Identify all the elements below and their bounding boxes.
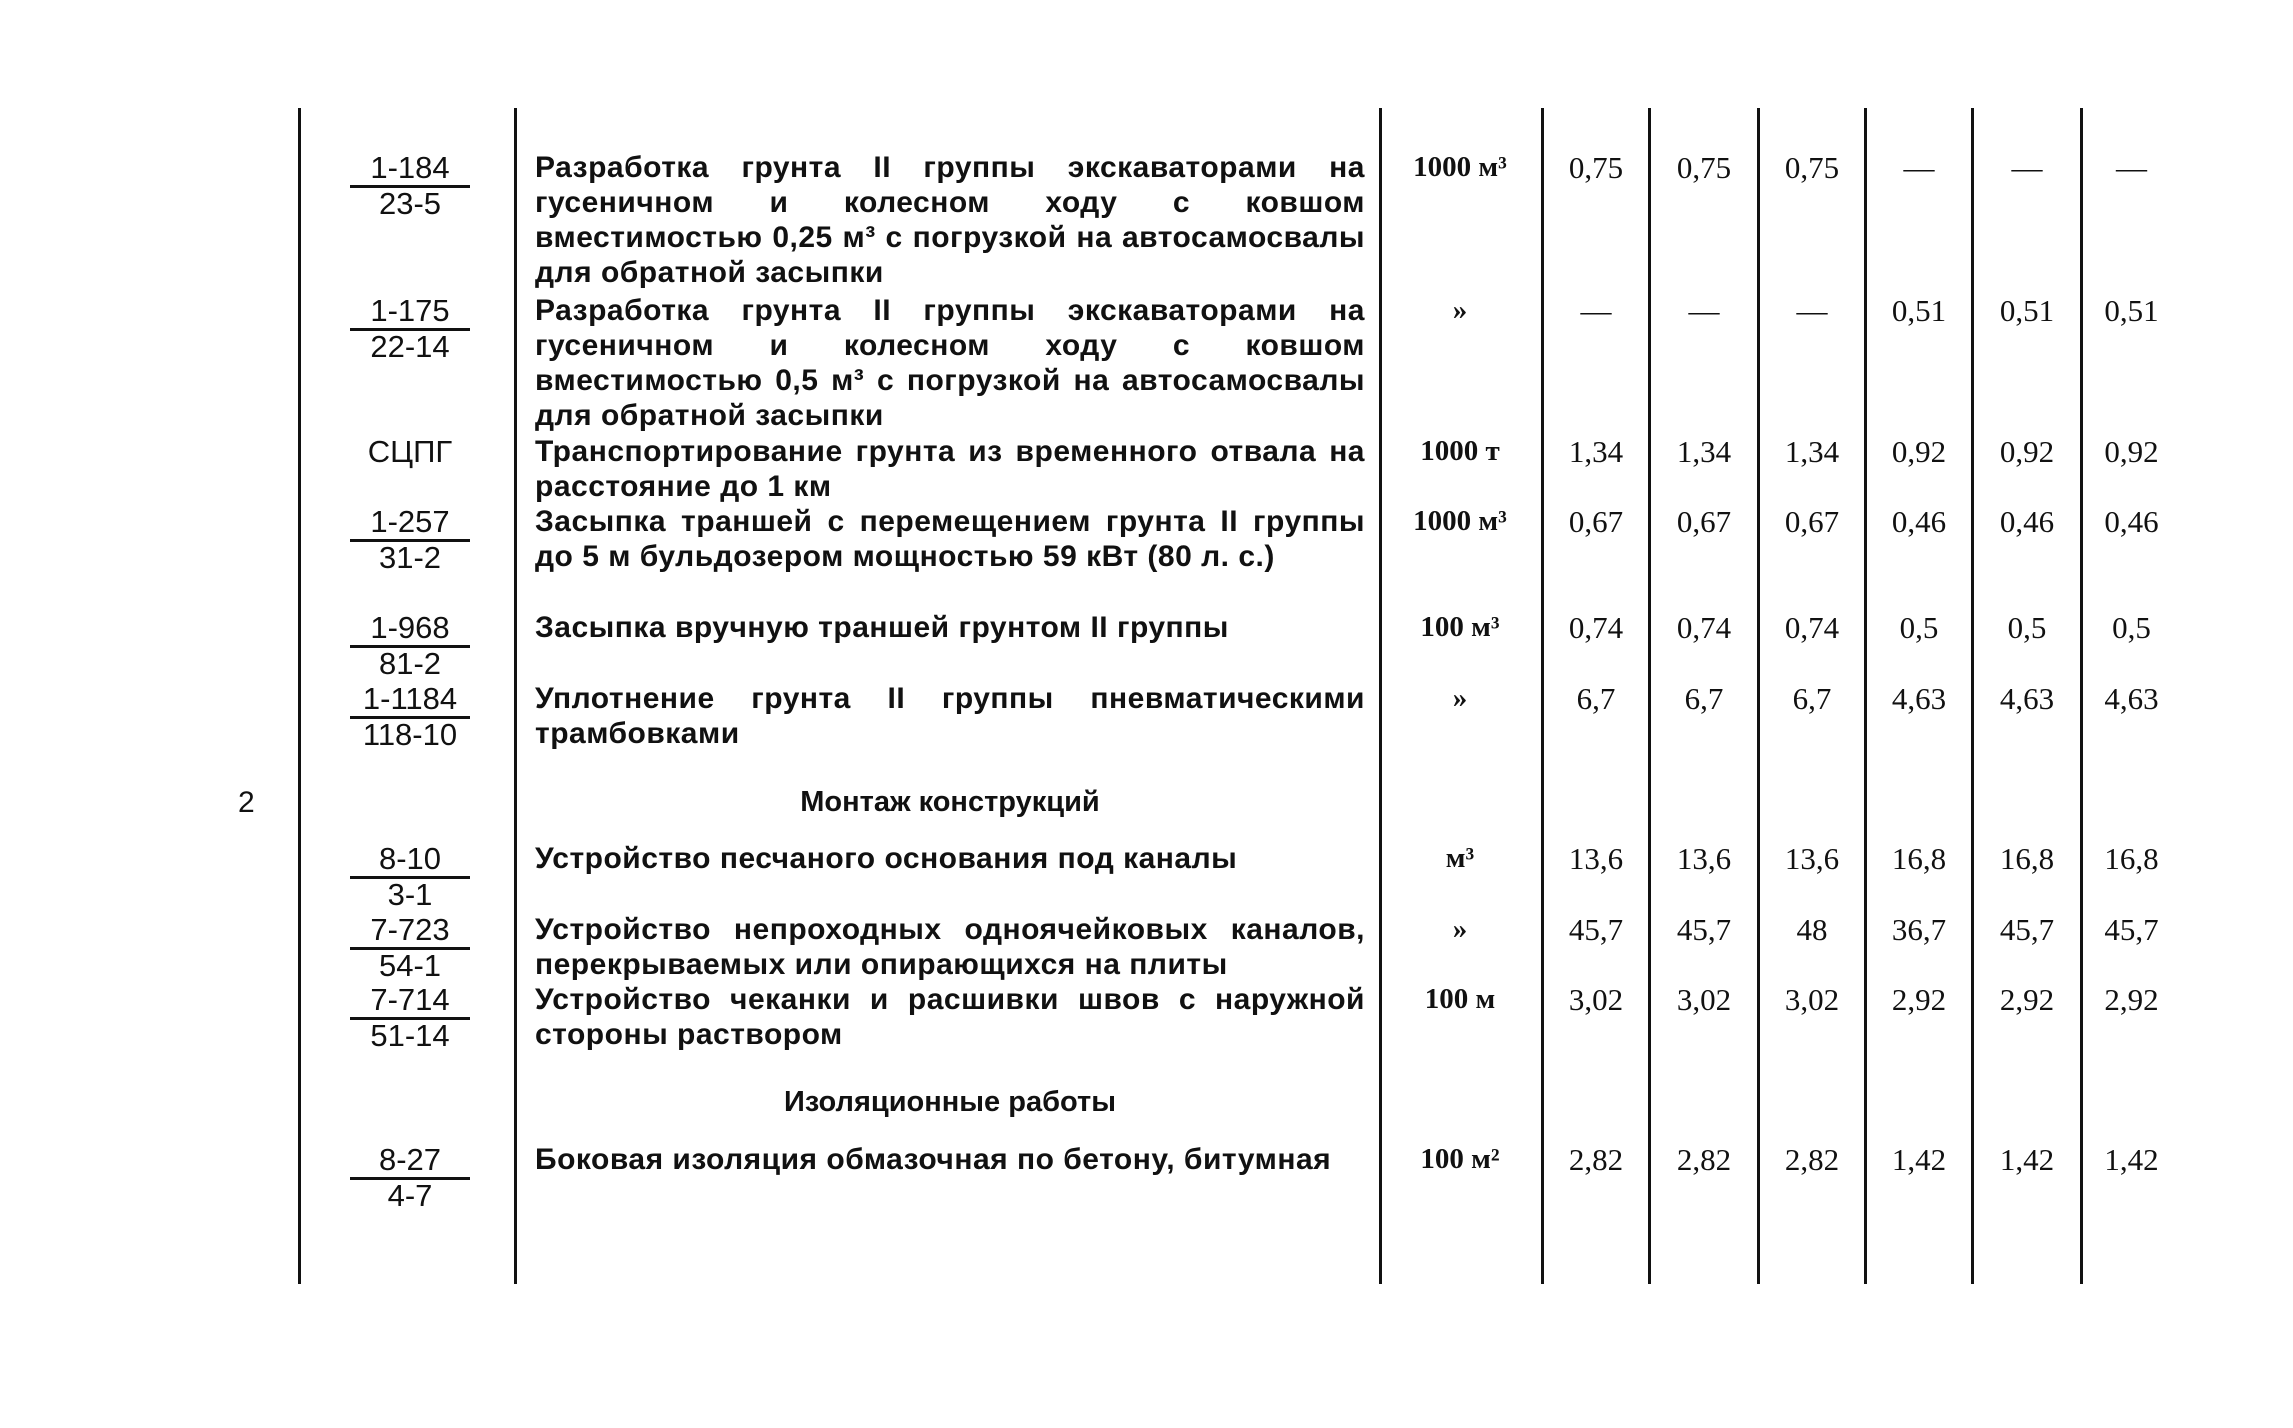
- value-cell: 2,92: [1891, 982, 1947, 1017]
- value-cell: 1,34: [1568, 434, 1624, 469]
- value-cell: 45,7: [2104, 912, 2159, 947]
- value-cell: 16,8: [2104, 841, 2159, 876]
- code-denominator: 4-7: [350, 1177, 470, 1212]
- value-cell: 13,6: [1568, 841, 1624, 876]
- unit-of-measure: »: [1452, 913, 1468, 945]
- code-numerator: 7-723: [370, 912, 450, 947]
- code-denominator: 23-5: [350, 185, 470, 220]
- code-denominator: 81-2: [350, 645, 470, 680]
- norm-code: [330, 1142, 490, 1212]
- work-description: Устройство чеканки и расшивки швов с наружной стороны раствором: [535, 983, 1365, 1051]
- value-cell: 0,51: [2104, 293, 2159, 328]
- value-cell: 6,7: [1576, 681, 1616, 716]
- code-numerator: 7-714: [370, 982, 450, 1017]
- value-cell: 48: [1796, 912, 1828, 947]
- unit-of-measure: м³: [1445, 842, 1475, 874]
- value-cell: —: [2116, 150, 2147, 185]
- value-cell: 3,02: [1568, 982, 1624, 1017]
- unit-of-measure: 1000 м³: [1413, 151, 1507, 183]
- value-cell: 45,7: [1568, 912, 1624, 947]
- section-heading: Монтаж конструкций: [800, 786, 1100, 818]
- table-column-rule: [298, 108, 301, 1284]
- value-cell: 0,5: [1899, 610, 1939, 645]
- value-cell: 1,34: [1676, 434, 1732, 469]
- work-description: Засыпка траншей с перемещением грунта II группы до 5 м бульдозером мощностью 59 кВт (80 л. с.): [535, 505, 1365, 573]
- norm-code: [330, 912, 490, 982]
- value-cell: 2,82: [1784, 1142, 1840, 1177]
- value-cell: 13,6: [1784, 841, 1840, 876]
- code-denominator: 54-1: [350, 947, 470, 982]
- norm-code: [330, 293, 490, 363]
- unit-of-measure: 100 м³: [1420, 611, 1500, 643]
- value-cell: 13,6: [1676, 841, 1732, 876]
- code-numerator: 8-27: [378, 1142, 442, 1177]
- value-cell: 0,5: [2112, 610, 2151, 645]
- value-cell: 1,42: [1891, 1142, 1947, 1177]
- value-cell: 0,51: [1891, 293, 1947, 328]
- value-cell: —: [1903, 150, 1935, 185]
- value-cell: 0,5: [2007, 610, 2047, 645]
- value-cell: 0,46: [1891, 504, 1947, 539]
- value-cell: 45,7: [1999, 912, 2055, 947]
- section-heading: Изоляционные работы: [784, 1086, 1116, 1118]
- unit-of-measure: 1000 м³: [1413, 505, 1507, 537]
- value-cell: 16,8: [1999, 841, 2055, 876]
- value-cell: 0,46: [1999, 504, 2055, 539]
- code-numerator: 1-175: [370, 293, 450, 328]
- value-cell: 0,51: [1999, 293, 2055, 328]
- code-numerator: СЦПГ: [367, 434, 453, 469]
- code-denominator: 31-2: [350, 539, 470, 574]
- work-description: Устройство непроходных одноячейковых каналов, перекрываемых или опирающихся на плиты: [535, 913, 1365, 981]
- value-cell: —: [1796, 293, 1828, 328]
- norm-code: [330, 841, 490, 911]
- value-cell: 45,7: [1676, 912, 1732, 947]
- page-number: 2: [238, 786, 255, 819]
- value-cell: —: [2011, 150, 2043, 185]
- value-cell: 6,7: [1792, 681, 1832, 716]
- value-cell: 4,63: [2104, 681, 2159, 716]
- norm-code: [330, 982, 490, 1052]
- unit-of-measure: 100 м: [1424, 983, 1496, 1015]
- value-cell: 1,42: [2104, 1142, 2159, 1177]
- code-denominator: 22-14: [350, 328, 470, 363]
- work-description: Разработка грунта II группы экскаваторами на гусеничном и колесном ходу с ковшом вместимостью 0,25 м³ с погрузкой на автосамосвалы для обратной засыпки: [535, 151, 1365, 289]
- value-cell: 0,75: [1568, 150, 1624, 185]
- value-cell: 0,92: [2104, 434, 2159, 469]
- value-cell: 0,67: [1568, 504, 1624, 539]
- value-cell: 0,67: [1676, 504, 1732, 539]
- unit-of-measure: 1000 т: [1420, 435, 1500, 467]
- code-numerator: 1-1184: [362, 681, 458, 716]
- work-description: Засыпка вручную траншей грунтом II группы: [535, 611, 1229, 644]
- work-description: Устройство песчаного основания под каналы: [535, 842, 1238, 875]
- unit-of-measure: 100 м²: [1420, 1143, 1500, 1175]
- value-cell: 6,7: [1684, 681, 1724, 716]
- unit-of-measure: »: [1452, 682, 1468, 714]
- code-numerator: 8-10: [378, 841, 442, 876]
- work-description: Транспортирование грунта из временного отвала на расстояние до 1 км: [535, 435, 1365, 503]
- norm-code: [330, 610, 490, 680]
- value-cell: 0,74: [1676, 610, 1732, 645]
- value-cell: 36,7: [1891, 912, 1947, 947]
- code-denominator: 51-14: [350, 1017, 470, 1052]
- value-cell: 0,46: [2104, 504, 2159, 539]
- norm-code: [330, 504, 490, 574]
- code-numerator: 1-257: [370, 504, 450, 539]
- value-cell: 4,63: [1891, 681, 1947, 716]
- value-cell: 0,67: [1784, 504, 1840, 539]
- value-cell: 2,92: [1999, 982, 2055, 1017]
- unit-of-measure: »: [1452, 294, 1468, 326]
- value-cell: 3,02: [1676, 982, 1732, 1017]
- code-denominator: 3-1: [350, 876, 470, 911]
- code-numerator: 1-968: [370, 610, 450, 645]
- value-cell: 4,63: [1999, 681, 2055, 716]
- value-cell: 0,74: [1784, 610, 1840, 645]
- value-cell: —: [1688, 293, 1720, 328]
- table-column-rule: [514, 108, 517, 1284]
- norm-code: [330, 434, 490, 469]
- value-cell: 16,8: [1891, 841, 1947, 876]
- value-cell: 2,82: [1676, 1142, 1732, 1177]
- value-cell: 1,34: [1784, 434, 1840, 469]
- value-cell: 0,92: [1999, 434, 2055, 469]
- value-cell: 2,92: [2104, 982, 2159, 1017]
- work-description: Разработка грунта II группы экскаваторами на гусеничном и колесном ходу с ковшом вместимостью 0,5 м³ с погрузкой на автосамосвалы для обратной засыпки: [535, 294, 1365, 432]
- norm-code: [330, 681, 490, 751]
- value-cell: 3,02: [1784, 982, 1840, 1017]
- value-cell: 0,92: [1891, 434, 1947, 469]
- value-cell: —: [1580, 293, 1612, 328]
- code-numerator: 1-184: [370, 150, 450, 185]
- norm-code: [330, 150, 490, 220]
- value-cell: 1,42: [1999, 1142, 2055, 1177]
- value-cell: 0,74: [1568, 610, 1624, 645]
- value-cell: 0,75: [1784, 150, 1840, 185]
- value-cell: 0,75: [1676, 150, 1732, 185]
- work-description: Уплотнение грунта II группы пневматическими трамбовками: [535, 682, 1365, 750]
- work-description: Боковая изоляция обмазочная по бетону, битумная: [535, 1143, 1332, 1176]
- code-denominator: 118-10: [350, 716, 470, 751]
- value-cell: 2,82: [1568, 1142, 1624, 1177]
